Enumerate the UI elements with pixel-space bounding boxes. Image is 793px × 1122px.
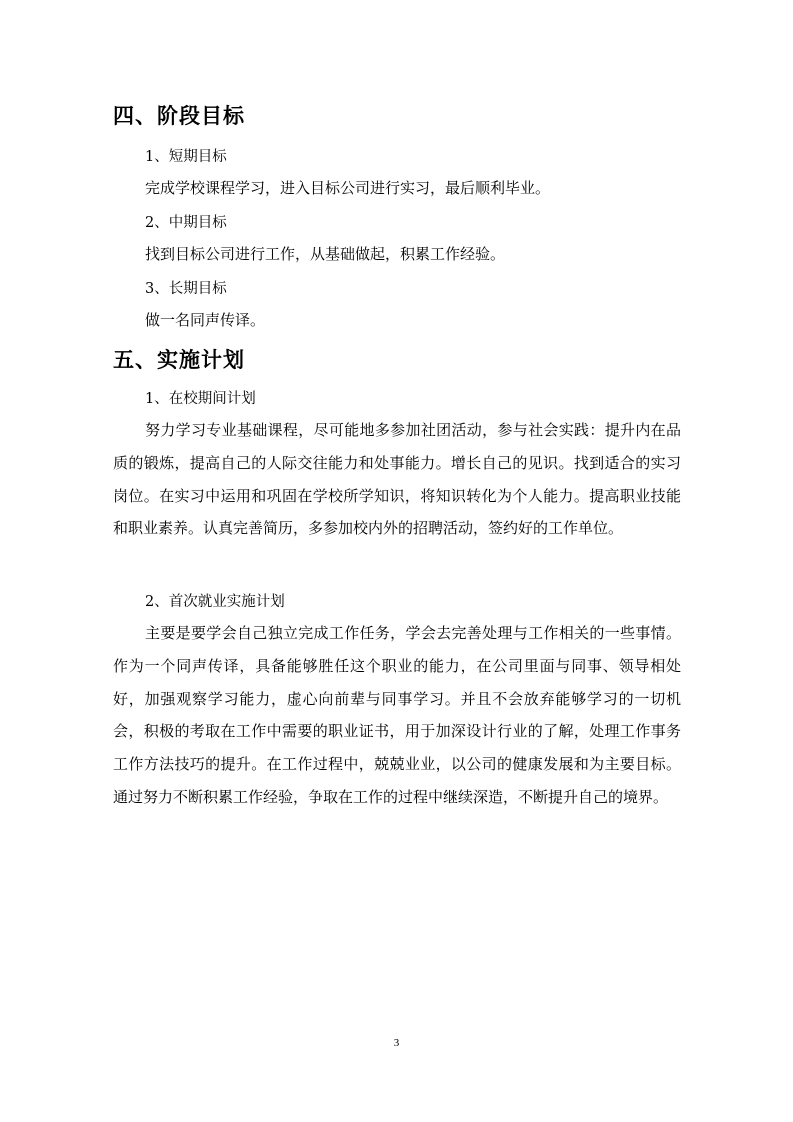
section-heading-implementation-plan: 五、实施计划 bbox=[113, 348, 245, 372]
paragraph-first-employment-plan: 主要是要学会自己独立完成工作任务，学会去完善处理与工作相关的一些事情。作为一个同声传译，具备能够胜任这个职业的能力，在公司里面与同事、领导相处好，加强观察学习能力，虚心向前辈与同事学习。并且不会放弃能够学习的一切机会，积极的考取在工作中需要的职业证书，用于加深设计行业的了解，处理工作事务工作方法技巧的提升。在工作过程中，兢兢业业，以公司的健康发展和为主要目标。通过努力不断积累工作经验，争取在工作的过程中继续深造，不断提升自己的境界。 bbox=[113, 624, 681, 806]
subheading-school-period-plan: 1、在校期间计划 bbox=[145, 391, 256, 407]
page-number: 3 bbox=[393, 1037, 400, 1049]
paragraph-short-term-goal: 完成学校课程学习，进入目标公司进行实习，最后顺利毕业。 bbox=[145, 179, 551, 197]
subheading-short-term-goal: 1、短期目标 bbox=[145, 149, 227, 165]
subheading-first-employment-plan: 2、首次就业实施计划 bbox=[145, 594, 285, 610]
subheading-long-term-goal: 3、长期目标 bbox=[145, 281, 227, 297]
paragraph-long-term-goal: 做一名同声传译。 bbox=[145, 311, 266, 329]
paragraph-school-period-plan: 努力学习专业基础课程，尽可能地多参加社团活动，参与社会实践：提升内在品质的锻炼，提高自己的人际交往能力和处事能力。增长自己的见识。找到适合的实习岗位。在实习中运用和巩固在学校所学知识，将知识转化为个人能力。提高职业技能和职业素养。认真完善简历，多参加校内外的招聘活动，签约好的工作单位。 bbox=[113, 421, 681, 538]
section-heading-stage-goals: 四、阶段目标 bbox=[113, 104, 245, 128]
subheading-mid-term-goal: 2、中期目标 bbox=[145, 215, 227, 231]
paragraph-mid-term-goal: 找到目标公司进行工作，从基础做起，积累工作经验。 bbox=[145, 245, 506, 263]
